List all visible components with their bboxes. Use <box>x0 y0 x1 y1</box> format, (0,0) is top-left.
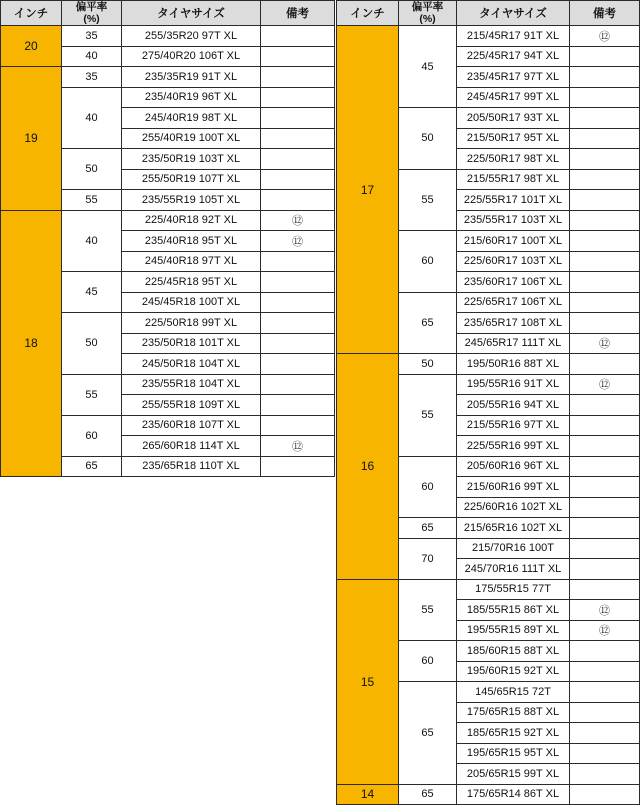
header-ratio-unit: (%) <box>83 13 100 25</box>
tire-size-cell: 175/65R14 86T XL <box>457 784 570 805</box>
note-cell <box>570 108 640 129</box>
header-tire-size: タイヤサイズ <box>457 1 570 26</box>
note-cell <box>261 395 335 416</box>
note-cell <box>261 251 335 272</box>
aspect-ratio-cell: 40 <box>62 46 122 67</box>
note-cell <box>570 477 640 498</box>
note-cell <box>570 272 640 293</box>
header-ratio-label: 偏平率 <box>75 1 108 13</box>
inch-cell: 14 <box>337 784 399 805</box>
note-cell <box>570 764 640 785</box>
note-cell <box>261 272 335 293</box>
tire-size-cell: 255/50R19 107T XL <box>122 169 261 190</box>
note-cell <box>570 251 640 272</box>
header-row <box>1 1 335 26</box>
note-cell <box>570 292 640 313</box>
table-row <box>1 26 335 47</box>
tire-size-cell: 215/55R16 97T XL <box>457 415 570 436</box>
tire-size-table-left <box>0 0 335 477</box>
tire-size-cell: 225/50R18 99T XL <box>122 313 261 334</box>
aspect-ratio-cell: 65 <box>62 456 122 477</box>
tire-size-cell: 195/55R15 89T XL <box>457 620 570 641</box>
aspect-ratio-cell: 50 <box>62 313 122 375</box>
note-cell <box>570 395 640 416</box>
header-aspect-ratio <box>62 1 122 26</box>
tire-size-cell: 245/65R17 111T XL <box>457 333 570 354</box>
note-cell <box>570 190 640 211</box>
tire-size-cell: 235/60R17 106T XL <box>457 272 570 293</box>
tire-size-cell: 235/35R19 91T XL <box>122 67 261 88</box>
note-cell <box>570 210 640 231</box>
aspect-ratio-cell: 60 <box>62 415 122 456</box>
inch-cell: 19 <box>1 67 62 211</box>
aspect-ratio-cell: 55 <box>399 374 457 456</box>
header-inch: インチ <box>1 1 62 26</box>
table-row <box>337 26 640 47</box>
tire-size-cell: 205/65R15 99T XL <box>457 764 570 785</box>
tire-size-table-right <box>336 0 640 805</box>
tire-size-cell: 215/50R17 95T XL <box>457 128 570 149</box>
note-cell: ⑫ <box>570 600 640 621</box>
note-cell <box>570 231 640 252</box>
tire-size-cell: 245/50R18 104T XL <box>122 354 261 375</box>
tire-size-cell: 235/55R18 104T XL <box>122 374 261 395</box>
table-row <box>337 354 640 375</box>
note-cell: ⑫ <box>261 436 335 457</box>
note-cell <box>261 313 335 334</box>
aspect-ratio-cell: 60 <box>399 641 457 682</box>
note-cell <box>570 67 640 88</box>
table-body <box>337 26 640 805</box>
note-cell <box>570 497 640 518</box>
note-cell <box>570 743 640 764</box>
tire-size-cell: 205/50R17 93T XL <box>457 108 570 129</box>
tire-size-cell: 195/55R16 91T XL <box>457 374 570 395</box>
tire-size-cell: 235/55R17 103T XL <box>457 210 570 231</box>
note-cell <box>570 169 640 190</box>
note-cell <box>570 46 640 67</box>
note-cell <box>261 149 335 170</box>
tire-size-cell: 225/55R16 99T XL <box>457 436 570 457</box>
tire-size-cell: 235/50R19 103T XL <box>122 149 261 170</box>
inch-cell: 20 <box>1 26 62 67</box>
aspect-ratio-cell: 50 <box>62 149 122 190</box>
table-body <box>1 26 335 477</box>
tire-size-cell: 245/40R18 97T XL <box>122 251 261 272</box>
aspect-ratio-cell: 65 <box>399 682 457 785</box>
tire-size-cell: 255/35R20 97T XL <box>122 26 261 47</box>
note-cell: ⑫ <box>261 231 335 252</box>
note-cell <box>570 702 640 723</box>
tire-size-cell: 225/55R17 101T XL <box>457 190 570 211</box>
note-cell <box>570 579 640 600</box>
tire-size-cell: 245/45R18 100T XL <box>122 292 261 313</box>
tire-size-cell: 245/70R16 111T XL <box>457 559 570 580</box>
tire-size-cell: 145/65R15 72T <box>457 682 570 703</box>
header-note: 備考 <box>570 1 640 26</box>
aspect-ratio-cell: 55 <box>399 169 457 231</box>
note-cell: ⑫ <box>261 210 335 231</box>
tire-size-cell: 255/40R19 100T XL <box>122 128 261 149</box>
header-row <box>337 1 640 26</box>
aspect-ratio-cell: 35 <box>62 26 122 47</box>
aspect-ratio-cell: 65 <box>399 518 457 539</box>
note-cell <box>570 354 640 375</box>
aspect-ratio-cell: 35 <box>62 67 122 88</box>
note-cell: ⑫ <box>570 620 640 641</box>
note-cell <box>261 190 335 211</box>
tire-size-cell: 225/50R17 98T XL <box>457 149 570 170</box>
note-cell <box>261 415 335 436</box>
tire-size-cell: 205/55R16 94T XL <box>457 395 570 416</box>
tire-size-cell: 175/55R15 77T <box>457 579 570 600</box>
tire-size-cell: 225/45R18 95T XL <box>122 272 261 293</box>
aspect-ratio-cell: 60 <box>399 456 457 518</box>
tire-size-cell: 195/65R15 95T XL <box>457 743 570 764</box>
tire-size-cell: 215/60R16 99T XL <box>457 477 570 498</box>
header-ratio-unit: (%) <box>419 13 436 25</box>
tire-size-cell: 185/65R15 92T XL <box>457 723 570 744</box>
inch-cell: 15 <box>337 579 399 784</box>
tire-size-cell: 265/60R18 114T XL <box>122 436 261 457</box>
note-cell <box>570 682 640 703</box>
header-note: 備考 <box>261 1 335 26</box>
tire-size-cell: 225/40R18 92T XL <box>122 210 261 231</box>
note-cell <box>261 128 335 149</box>
note-cell <box>261 354 335 375</box>
note-cell <box>570 559 640 580</box>
note-cell <box>570 149 640 170</box>
aspect-ratio-cell: 50 <box>399 108 457 170</box>
note-cell <box>570 641 640 662</box>
note-cell <box>570 415 640 436</box>
tire-size-cell: 215/55R17 98T XL <box>457 169 570 190</box>
note-cell <box>570 723 640 744</box>
note-cell <box>261 26 335 47</box>
aspect-ratio-cell: 55 <box>62 190 122 211</box>
note-cell: ⑫ <box>570 374 640 395</box>
aspect-ratio-cell: 70 <box>399 538 457 579</box>
aspect-ratio-cell: 55 <box>62 374 122 415</box>
tire-size-cell: 225/65R17 106T XL <box>457 292 570 313</box>
note-cell <box>261 67 335 88</box>
tire-size-cell: 195/60R15 92T XL <box>457 661 570 682</box>
note-cell <box>570 313 640 334</box>
note-cell <box>570 661 640 682</box>
note-cell <box>570 87 640 108</box>
tire-size-cell: 195/50R16 88T XL <box>457 354 570 375</box>
tire-size-cell: 225/60R16 102T XL <box>457 497 570 518</box>
note-cell <box>570 784 640 805</box>
table-row <box>1 210 335 231</box>
tire-size-cell: 235/60R18 107T XL <box>122 415 261 436</box>
tire-size-cell: 185/55R15 86T XL <box>457 600 570 621</box>
aspect-ratio-cell: 60 <box>399 231 457 293</box>
header-ratio-label: 偏平率 <box>411 1 444 13</box>
aspect-ratio-cell: 45 <box>62 272 122 313</box>
tire-size-cell: 245/45R17 99T XL <box>457 87 570 108</box>
inch-cell: 18 <box>1 210 62 477</box>
note-cell: ⑫ <box>570 26 640 47</box>
table-row <box>1 67 335 88</box>
tire-size-cell: 275/40R20 106T XL <box>122 46 261 67</box>
inch-cell: 17 <box>337 26 399 354</box>
note-cell <box>570 456 640 477</box>
note-cell <box>261 169 335 190</box>
note-cell <box>261 374 335 395</box>
aspect-ratio-cell: 45 <box>399 26 457 108</box>
tire-size-cell: 235/40R18 95T XL <box>122 231 261 252</box>
tire-size-cell: 235/50R18 101T XL <box>122 333 261 354</box>
tire-size-cell: 185/60R15 88T XL <box>457 641 570 662</box>
tire-size-cell: 205/60R16 96T XL <box>457 456 570 477</box>
aspect-ratio-cell: 65 <box>399 292 457 354</box>
inch-cell: 16 <box>337 354 399 580</box>
note-cell <box>261 108 335 129</box>
note-cell <box>261 87 335 108</box>
tire-size-cell: 215/70R16 100T <box>457 538 570 559</box>
aspect-ratio-cell: 40 <box>62 87 122 149</box>
tire-size-cell: 175/65R15 88T XL <box>457 702 570 723</box>
tire-size-cell: 225/45R17 94T XL <box>457 46 570 67</box>
tire-size-cell: 215/45R17 91T XL <box>457 26 570 47</box>
note-cell <box>570 128 640 149</box>
aspect-ratio-cell: 40 <box>62 210 122 272</box>
note-cell: ⑫ <box>570 333 640 354</box>
tire-size-cell: 235/65R17 108T XL <box>457 313 570 334</box>
tire-size-cell: 215/65R16 102T XL <box>457 518 570 539</box>
note-cell <box>261 333 335 354</box>
aspect-ratio-cell: 50 <box>399 354 457 375</box>
table-row <box>337 784 640 805</box>
table-row <box>337 579 640 600</box>
header-inch: インチ <box>337 1 399 26</box>
note-cell <box>261 456 335 477</box>
tire-size-cell: 235/65R18 110T XL <box>122 456 261 477</box>
tire-size-cell: 235/45R17 97T XL <box>457 67 570 88</box>
aspect-ratio-cell: 55 <box>399 579 457 641</box>
note-cell <box>570 436 640 457</box>
header-aspect-ratio <box>399 1 457 26</box>
tire-size-cell: 215/60R17 100T XL <box>457 231 570 252</box>
note-cell <box>261 292 335 313</box>
note-cell <box>570 538 640 559</box>
tire-size-cell: 235/40R19 96T XL <box>122 87 261 108</box>
note-cell <box>261 46 335 67</box>
tire-size-cell: 255/55R18 109T XL <box>122 395 261 416</box>
tire-size-cell: 245/40R19 98T XL <box>122 108 261 129</box>
header-tire-size: タイヤサイズ <box>122 1 261 26</box>
tire-size-cell: 225/60R17 103T XL <box>457 251 570 272</box>
note-cell <box>570 518 640 539</box>
tire-size-cell: 235/55R19 105T XL <box>122 190 261 211</box>
aspect-ratio-cell: 65 <box>399 784 457 805</box>
